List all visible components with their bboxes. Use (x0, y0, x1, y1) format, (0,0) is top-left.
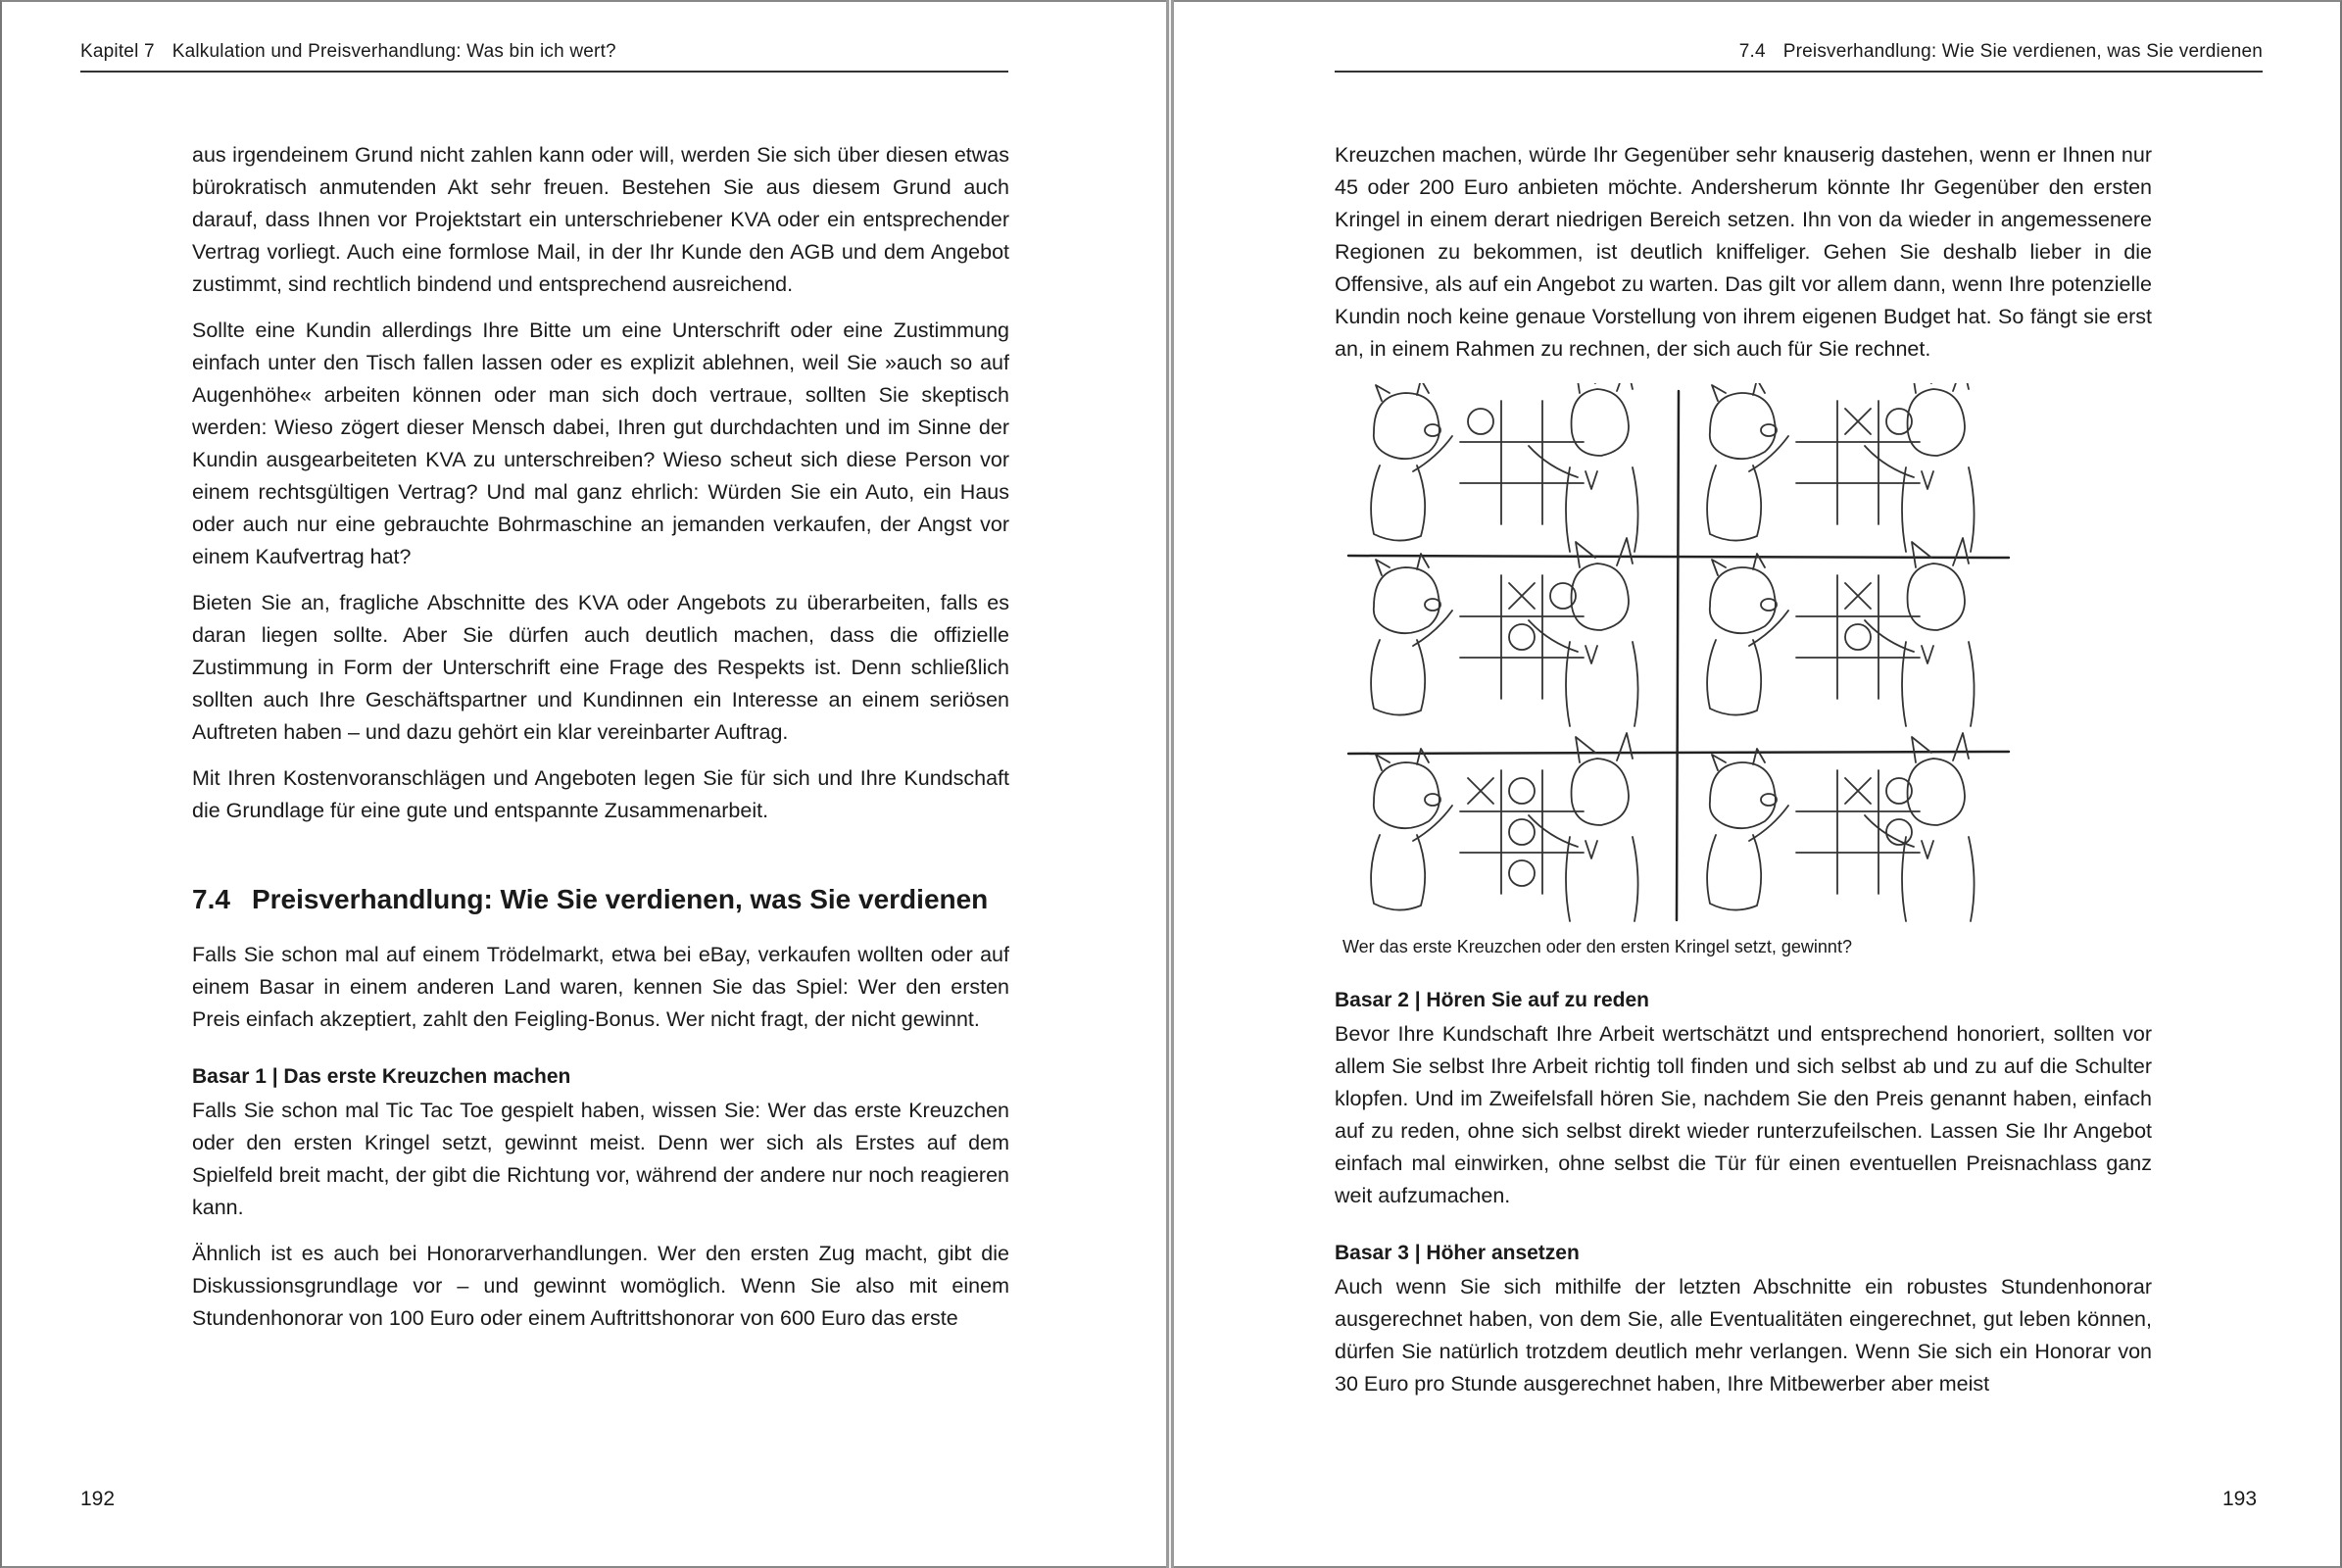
section-intro: Falls Sie schon mal auf einem Trödelmarkt, etwa bei eBay, verkaufen wollten oder auf einem Basar in einem anderen Land waren, kennen Sie das Spiel: Wer den ersten Preis einfach akzeptiert, zahlt den Feigling-Bonus. Wer nicht fragt, der nicht gewinnt. (192, 943, 1009, 1031)
pig-body (1371, 640, 1425, 715)
cat-tie (1586, 646, 1597, 663)
cat-tie (1586, 841, 1597, 858)
paragraph: Auch wenn Sie sich mithilfe der letzten Abschnitte ein robustes Stundenhonorar ausgerechnet haben, von dem Sie, alle Eventualitäten eingerechnet, gut leben können, dürfen Sie natürlich trotzdem deutlich mehr verlangen. Wenn Sie sich ein Honorar von 30 Euro pro Stunde ausgerechnet haben, Ihre Mitbewerber aber meist (1335, 1275, 2152, 1396)
pig-head (1710, 393, 1776, 459)
pig-head (1374, 567, 1439, 633)
cat-ears (1576, 733, 1633, 762)
pig-body (1707, 466, 1761, 541)
paragraph: Bevor Ihre Kundschaft Ihre Arbeit wertschätzt und entsprechend honoriert, sollten vor allem Sie selbst Ihre Arbeit richtig toll finden und sich selbst ab und zu auf die Schulter klopfen. Und im Zweifelsfall hören Sie, nachdem Sie den Preis genannt haben, einfach auf zu reden, ohne sich selbst direkt wieder runterzufeilschen. Lassen Sie Ihr Angebot einfach mal einwirken, ohne selbst die Tür für einen eventuellen Preisnachlass ganz weit aufzumachen. (1335, 1022, 2152, 1207)
header-section-number: 7.4 (1738, 41, 1766, 62)
page-number-left: 192 (80, 1488, 116, 1510)
header-chapter: Kapitel 7 (80, 41, 155, 62)
cat-body (1902, 642, 1975, 726)
right-body-text (1335, 139, 2152, 1414)
cat-head (1572, 564, 1629, 630)
pig-snout (1761, 424, 1777, 436)
circle-mark (1509, 778, 1535, 804)
cat-tie (1922, 841, 1933, 858)
pig-head (1374, 762, 1439, 828)
cat-body (1566, 642, 1638, 726)
circle-mark (1468, 409, 1493, 434)
paragraph: Falls Sie schon mal Tic Tac Toe gespielt haben, wissen Sie: Wer das erste Kreuzchen oder den ersten Kringel setzt, gewinnt meist. Denn wer sich als Erstes auf dem Spielfeld breit macht, der gibt die Richtung vor, während der andere nur noch reagieren kann. (192, 1099, 1009, 1219)
cross-mark (1845, 409, 1871, 434)
cat-tie (1922, 471, 1933, 489)
cat-arm (1865, 620, 1914, 652)
cat-ears (1576, 538, 1633, 567)
pig-arm (1749, 436, 1788, 471)
cat-body (1902, 837, 1975, 921)
circle-mark (1845, 624, 1871, 650)
page-number-right: 193 (2222, 1488, 2258, 1510)
cat-ears (1912, 538, 1969, 567)
cat-arm (1529, 620, 1578, 652)
comic-panels-drawing (1342, 383, 2015, 924)
pig-snout (1761, 794, 1777, 806)
pig-head (1374, 393, 1439, 459)
pig-ears (1376, 383, 1429, 401)
paragraph: Bieten Sie an, fragliche Abschnitte des KVA oder Angebots zu überarbeiten, falls es daran liegen sollte. Aber Sie dürfen auch deutlich machen, dass die offizielle Zustimmung in Form der Unterschrift eine Frage des Respekts ist. Denn schließlich sollten auch Ihre Geschäftspartner und Kundinnen ein Interesse an einem seriösen Auftreten haben – und dazu gehört ein klar vereinbarter Auftrag. (192, 591, 1009, 744)
paragraph: aus irgendeinem Grund nicht zahlen kann oder will, werden Sie sich über diesen etwas bürokratisch anmutenden Akt sehr freuen. Bestehen Sie aus diesem Grund auch darauf, dass Ihnen vor Projektstart ein unterschriebener KVA oder ein entsprechender Vertrag vorliegt. Auch eine formlose Mail, in der Ihr Kunde den AGB und dem Angebot zustimmt, sind rechtlich bindend und entsprechend ausreichend. (192, 143, 1009, 296)
pig-arm (1413, 611, 1452, 646)
pig-ears (1712, 383, 1765, 401)
cat-head (1908, 389, 1965, 456)
section-number: 7.4 (192, 884, 230, 914)
paragraph: Sollte eine Kundin allerdings Ihre Bitte um eine Unterschrift oder eine Zustimmung einfach unter den Tisch fallen lassen oder es explizit ablehnen, weil Sie »auch so auf Augenhöhe« arbeiten können oder man sich doch vertraue, sollten Sie skeptisch werden: Wieso zögert dieser Mensch dabei, Ihren gut durchdachten und im Sinne der Kundin ausgearbeiteten KVA zu unterschreiben? Wieso scheut sich diese Person vor einem rechtsgültigen Vertrag? Und mal ganz ehrlich: Würden Sie ein Auto, ein Haus oder auch nur eine gebrauchte Bohrmaschine an jemanden verkaufen, der Angst vor einem Kaufvertrag hat? (192, 318, 1009, 568)
cat-head (1572, 389, 1629, 456)
header-section-title: Preisverhandlung: Wie Sie verdienen, was Sie verdienen (1782, 41, 2263, 62)
cat-body (1566, 837, 1638, 921)
pig-arm (1413, 806, 1452, 841)
pig-arm (1749, 806, 1788, 841)
pig-body (1707, 640, 1761, 715)
pig-snout (1761, 599, 1777, 611)
cat-tie (1922, 646, 1933, 663)
left-page (0, 0, 1168, 1568)
cross-mark (1509, 583, 1535, 609)
pig-snout (1425, 794, 1440, 806)
cat-head (1908, 759, 1965, 825)
pig-snout (1425, 424, 1440, 436)
pig-head (1710, 762, 1776, 828)
section-heading (192, 882, 1009, 917)
cross-mark (1845, 583, 1871, 609)
pig-body (1371, 466, 1425, 541)
cat-arm (1529, 815, 1578, 847)
paragraph: Ähnlich ist es auch bei Honorarverhandlungen. Wer den ersten Zug macht, gibt die Diskussionsgrundlage vor – und gewinnt womöglich. Wenn Sie also mit einem Stundenhonorar von 100 Euro oder einem Auftrittshonorar von 600 Euro das erste (192, 1242, 1009, 1330)
circle-mark (1509, 860, 1535, 886)
left-body-text (192, 139, 1009, 1348)
cat-arm (1529, 446, 1578, 477)
circle-mark (1509, 819, 1535, 845)
cross-mark (1845, 778, 1871, 804)
cat-ears (1912, 383, 1969, 393)
cross-mark (1468, 778, 1493, 804)
circle-mark (1509, 624, 1535, 650)
pig-body (1707, 835, 1761, 910)
pig-arm (1749, 611, 1788, 646)
cat-head (1572, 759, 1629, 825)
cat-tie (1586, 471, 1597, 489)
book-gutter (1166, 0, 1174, 1568)
section-title: Preisverhandlung: Wie Sie verdienen, was Sie verdienen (251, 884, 989, 914)
cat-ears (1912, 733, 1969, 762)
pig-body (1371, 835, 1425, 910)
pig-snout (1425, 599, 1440, 611)
right-page (1174, 0, 2342, 1568)
cat-arm (1865, 446, 1914, 477)
paragraph: Kreuzchen machen, würde Ihr Gegenüber sehr knauserig dastehen, wenn er Ihnen nur 45 oder 200 Euro anbieten möchte. Andersherum könnte Ihr Gegenüber den ersten Kringel in einem derart niedrigen Bereich setzen. Ihn von da wieder in angemessenere Regionen zu bekommen, ist deutlich kniffeliger. Gehen Sie deshalb lieber in die Offensive, als auf ein Angebot zu warten. Das gilt vor allem dann, wenn Ihre potenzielle Kundin noch keine genaue Vorstellung von ihrem eigenen Budget hat. So fängt sie erst an, in einem Rahmen zu rechnen, der sich auch für Sie rechnet. (1335, 143, 2152, 361)
cat-head (1908, 564, 1965, 630)
paragraph: Mit Ihren Kostenvoranschlägen und Angeboten legen Sie für sich und Ihre Kundschaft die Grundlage für eine gute und entspannte Zusammenarbeit. (192, 766, 1009, 822)
basar3-heading: Basar 3 | Höher ansetzen (1335, 1242, 1580, 1264)
cat-ears (1576, 383, 1633, 393)
header-chapter-title: Kalkulation und Preisverhandlung: Was bin ich wert? (171, 41, 616, 62)
pig-arm (1413, 436, 1452, 471)
running-header-right (1335, 41, 2263, 73)
basar1-heading: Basar 1 | Das erste Kreuzchen machen (192, 1065, 571, 1088)
pig-ears (1376, 749, 1429, 770)
figure-caption: Wer das erste Kreuzchen oder den ersten Kringel setzt, gewinnt? (1342, 937, 1852, 956)
running-header-left (80, 41, 1008, 73)
tic-tac-toe-illustration (1342, 383, 2015, 924)
basar2-heading: Basar 2 | Hören Sie auf zu reden (1335, 989, 1649, 1011)
pig-head (1710, 567, 1776, 633)
